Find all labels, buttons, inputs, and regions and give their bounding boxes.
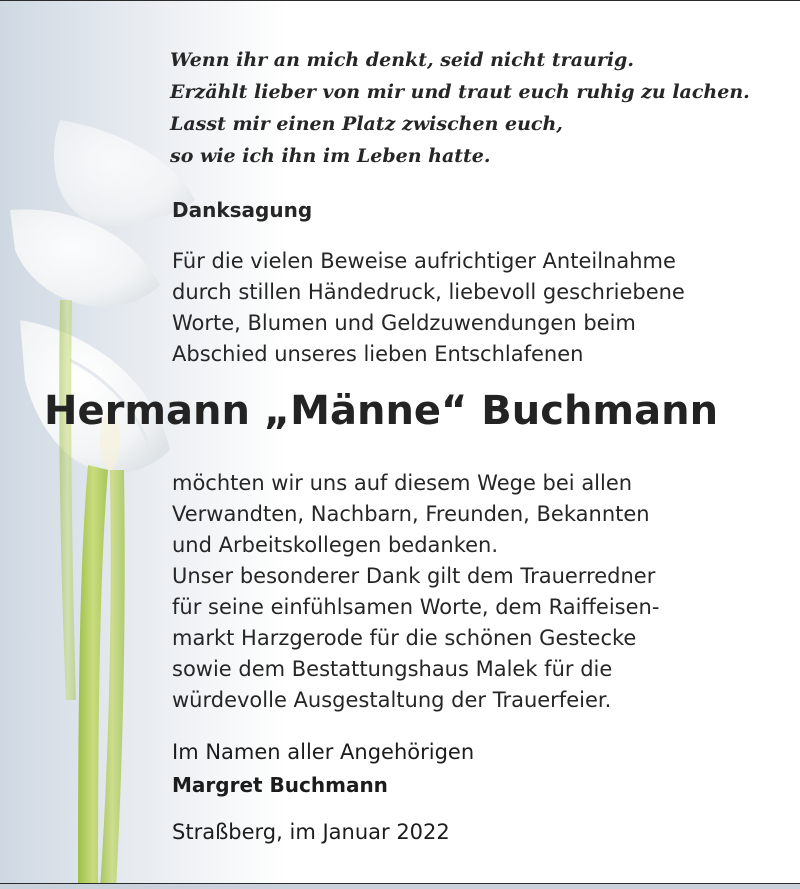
thanks-line: Unser besonderer Dank gilt dem Trauerredner [172, 564, 656, 588]
intro-paragraph [172, 246, 782, 370]
heading-danksagung: Danksagung [172, 198, 313, 222]
intro-line: durch stillen Händedruck, liebevoll geschriebene [172, 280, 685, 304]
thanks-line: Verwandten, Nachbarn, Freunden, Bekannten [172, 502, 650, 526]
bottom-band [0, 884, 800, 889]
deceased-name: Hermann „Männe“ Buchmann [44, 388, 719, 434]
thanks-line: für seine einfühlsamen Worte, dem Raiffeisen- [172, 595, 660, 619]
poem-line: Erzählt lieber von mir und traut euch ruhig zu lachen. [170, 81, 750, 103]
place-date: Straßberg, im Januar 2022 [172, 820, 450, 844]
intro-line: Abschied unseres lieben Entschlafenen [172, 342, 584, 366]
thanks-line: markt Harzgerode für die schönen Gestecke [172, 626, 637, 650]
thanks-line: möchten wir uns auf diesem Wege bei allen [172, 471, 633, 495]
poem-line: Lasst mir einen Platz zwischen euch, [170, 113, 563, 135]
poem [170, 44, 790, 172]
thanks-line: sowie dem Bestattungshaus Malek für die [172, 657, 613, 681]
signer-name: Margret Buchmann [172, 773, 388, 797]
thanks-line: und Arbeitskollegen bedanken. [172, 533, 499, 557]
closing-block [172, 736, 474, 802]
thanks-paragraph [172, 468, 782, 716]
poem-line: Wenn ihr an mich denkt, seid nicht traurig. [170, 49, 634, 71]
intro-line: Worte, Blumen und Geldzuwendungen beim [172, 311, 636, 335]
intro-line: Für die vielen Beweise aufrichtiger Anteilnahme [172, 249, 676, 273]
on-behalf-text: Im Namen aller Angehörigen [172, 740, 475, 764]
thanks-line: würdevolle Ausgestaltung der Trauerfeier. [172, 688, 612, 712]
poem-line: so wie ich ihn im Leben hatte. [170, 145, 491, 167]
